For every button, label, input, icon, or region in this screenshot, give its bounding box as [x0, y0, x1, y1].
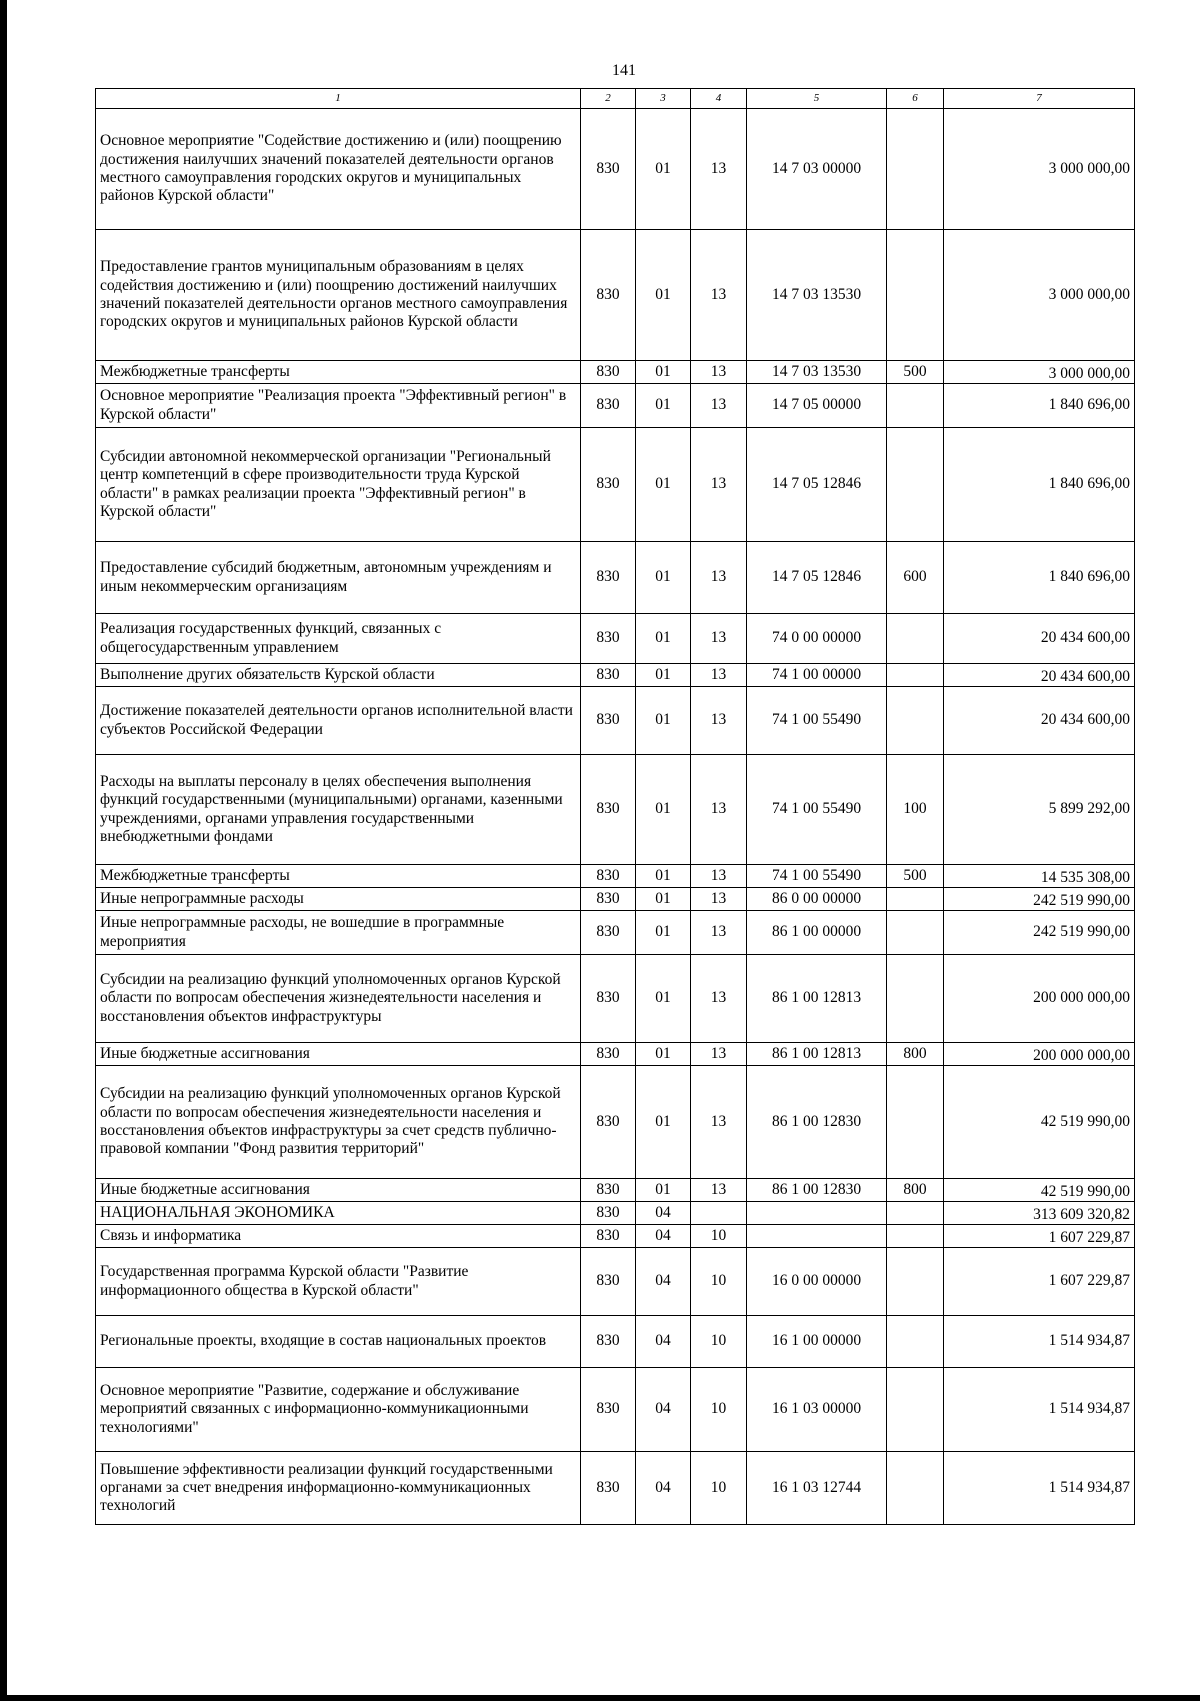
cell-col-5: 74 1 00 55490 — [747, 687, 887, 755]
cell-col-2: 830 — [581, 1316, 636, 1368]
cell-col-4: 13 — [691, 687, 747, 755]
column-header: 4 — [691, 89, 747, 109]
cell-col-5: 86 0 00 00000 — [747, 888, 887, 911]
cell-col-2: 830 — [581, 1452, 636, 1525]
table-body — [96, 109, 1135, 1525]
cell-col-4: 13 — [691, 1066, 747, 1179]
cell-col-5: 74 0 00 00000 — [747, 614, 887, 664]
table-row — [96, 911, 1135, 955]
cell-col-6 — [887, 1452, 944, 1525]
column-header: 1 — [96, 89, 581, 109]
row-name: Реализация государственных функций, связанных с общегосударственным управлением — [96, 614, 581, 664]
column-header: 3 — [636, 89, 691, 109]
cell-amount: 5 899 292,00 — [944, 755, 1135, 865]
cell-amount: 1 514 934,87 — [944, 1368, 1135, 1452]
cell-amount: 1 840 696,00 — [944, 384, 1135, 428]
table-row — [96, 1202, 1135, 1225]
column-header: 6 — [887, 89, 944, 109]
cell-amount: 3 000 000,00 — [944, 109, 1135, 230]
row-name: Иные непрограммные расходы, не вошедшие в программные мероприятия — [96, 911, 581, 955]
cell-col-3: 01 — [636, 1179, 691, 1202]
cell-col-6 — [887, 1225, 944, 1248]
row-name: Достижение показателей деятельности органов исполнительной власти субъектов Российской Федерации — [96, 687, 581, 755]
cell-col-2: 830 — [581, 1248, 636, 1316]
cell-col-3: 01 — [636, 428, 691, 542]
column-header: 2 — [581, 89, 636, 109]
table-row — [96, 888, 1135, 911]
cell-col-4: 13 — [691, 1179, 747, 1202]
row-name: Субсидии на реализацию функций уполномоченных органов Курской области по вопросам обеспечения жизнедеятельности населения и восстановления объектов инфраструктуры — [96, 955, 581, 1043]
cell-col-3: 01 — [636, 384, 691, 428]
table-row — [96, 230, 1135, 361]
cell-col-6 — [887, 664, 944, 687]
table-row — [96, 1043, 1135, 1066]
cell-col-4 — [691, 1202, 747, 1225]
row-name: Межбюджетные трансферты — [96, 361, 581, 384]
cell-col-6 — [887, 1248, 944, 1316]
cell-col-3: 01 — [636, 865, 691, 888]
cell-col-4: 13 — [691, 955, 747, 1043]
row-name: Предоставление субсидий бюджетным, автономным учреждениям и иным некоммерческим организациям — [96, 542, 581, 614]
cell-col-5: 86 1 00 12813 — [747, 1043, 887, 1066]
cell-col-3: 04 — [636, 1452, 691, 1525]
table-row — [96, 664, 1135, 687]
row-name: Межбюджетные трансферты — [96, 865, 581, 888]
table-row — [96, 1225, 1135, 1248]
cell-amount: 1 840 696,00 — [944, 428, 1135, 542]
cell-amount: 1 607 229,87 — [944, 1225, 1135, 1248]
cell-amount: 1 607 229,87 — [944, 1248, 1135, 1316]
cell-col-3: 01 — [636, 109, 691, 230]
cell-col-2: 830 — [581, 865, 636, 888]
cell-col-3: 04 — [636, 1368, 691, 1452]
cell-col-2: 830 — [581, 1043, 636, 1066]
cell-col-5: 86 1 00 12813 — [747, 955, 887, 1043]
cell-col-2: 830 — [581, 687, 636, 755]
cell-col-4: 13 — [691, 755, 747, 865]
row-name: Государственная программа Курской области "Развитие информационного общества в Курской области" — [96, 1248, 581, 1316]
cell-col-6 — [887, 955, 944, 1043]
row-name: НАЦИОНАЛЬНАЯ ЭКОНОМИКА — [96, 1202, 581, 1225]
cell-col-5: 14 7 05 00000 — [747, 384, 887, 428]
column-header: 7 — [944, 89, 1135, 109]
page-number: 141 — [612, 62, 636, 79]
cell-col-4: 10 — [691, 1225, 747, 1248]
cell-col-4: 10 — [691, 1368, 747, 1452]
cell-col-6 — [887, 384, 944, 428]
row-name: Субсидии на реализацию функций уполномоченных органов Курской области по вопросам обеспечения жизнедеятельности населения и восстановления объектов инфраструктуры за счет средств публично-правовой компании "Фонд развития территорий" — [96, 1066, 581, 1179]
cell-col-6: 600 — [887, 542, 944, 614]
cell-col-2: 830 — [581, 1066, 636, 1179]
cell-col-2: 830 — [581, 888, 636, 911]
scan-edge-left — [0, 0, 7, 1701]
cell-amount: 1 514 934,87 — [944, 1316, 1135, 1368]
cell-amount: 242 519 990,00 — [944, 888, 1135, 911]
cell-col-4: 13 — [691, 888, 747, 911]
cell-amount: 200 000 000,00 — [944, 955, 1135, 1043]
cell-col-3: 01 — [636, 664, 691, 687]
cell-col-3: 04 — [636, 1202, 691, 1225]
table-row — [96, 361, 1135, 384]
cell-col-3: 04 — [636, 1316, 691, 1368]
cell-col-6 — [887, 1368, 944, 1452]
cell-amount: 14 535 308,00 — [944, 865, 1135, 888]
cell-col-2: 830 — [581, 755, 636, 865]
cell-col-6: 100 — [887, 755, 944, 865]
table-row — [96, 1248, 1135, 1316]
cell-col-4: 10 — [691, 1316, 747, 1368]
cell-col-5: 14 7 03 13530 — [747, 361, 887, 384]
cell-col-6 — [887, 109, 944, 230]
cell-col-3: 01 — [636, 687, 691, 755]
cell-col-2: 830 — [581, 109, 636, 230]
cell-col-5: 74 1 00 00000 — [747, 664, 887, 687]
cell-col-4: 13 — [691, 911, 747, 955]
cell-col-5: 14 7 05 12846 — [747, 542, 887, 614]
table-row — [96, 755, 1135, 865]
table-row — [96, 109, 1135, 230]
cell-col-5: 16 1 03 12744 — [747, 1452, 887, 1525]
cell-col-3: 04 — [636, 1248, 691, 1316]
cell-col-5: 16 1 00 00000 — [747, 1316, 887, 1368]
cell-col-2: 830 — [581, 911, 636, 955]
row-name: Повышение эффективности реализации функций государственными органами за счет внедрения информационно-коммуникационных технологий — [96, 1452, 581, 1525]
cell-col-6 — [887, 1066, 944, 1179]
cell-col-4: 13 — [691, 614, 747, 664]
cell-col-4: 13 — [691, 109, 747, 230]
cell-col-3: 01 — [636, 1043, 691, 1066]
row-name: Иные бюджетные ассигнования — [96, 1043, 581, 1066]
table-row — [96, 1066, 1135, 1179]
cell-col-2: 830 — [581, 1368, 636, 1452]
cell-col-3: 01 — [636, 755, 691, 865]
row-name: Региональные проекты, входящие в состав национальных проектов — [96, 1316, 581, 1368]
row-name: Иные бюджетные ассигнования — [96, 1179, 581, 1202]
cell-col-3: 01 — [636, 911, 691, 955]
cell-col-2: 830 — [581, 1202, 636, 1225]
row-name: Основное мероприятие "Содействие достижению и (или) поощрению достижения наилучших значений показателей деятельности органов местного самоуправления городских округов и муниципальных районов Курской области" — [96, 109, 581, 230]
cell-col-2: 830 — [581, 614, 636, 664]
column-header: 5 — [747, 89, 887, 109]
cell-col-6 — [887, 428, 944, 542]
cell-amount: 42 519 990,00 — [944, 1179, 1135, 1202]
cell-col-6 — [887, 1202, 944, 1225]
table-row — [96, 1179, 1135, 1202]
row-name: Связь и информатика — [96, 1225, 581, 1248]
row-name: Иные непрограммные расходы — [96, 888, 581, 911]
cell-col-6 — [887, 888, 944, 911]
scan-edge-bottom — [0, 1695, 1200, 1701]
cell-col-2: 830 — [581, 230, 636, 361]
cell-col-2: 830 — [581, 428, 636, 542]
cell-amount: 20 434 600,00 — [944, 614, 1135, 664]
cell-col-3: 01 — [636, 361, 691, 384]
cell-col-3: 01 — [636, 888, 691, 911]
column-header-row — [96, 89, 1135, 109]
cell-col-2: 830 — [581, 384, 636, 428]
cell-col-2: 830 — [581, 955, 636, 1043]
table-row — [96, 955, 1135, 1043]
table-row — [96, 1368, 1135, 1452]
cell-col-6 — [887, 911, 944, 955]
cell-amount: 1 840 696,00 — [944, 542, 1135, 614]
row-name: Выполнение других обязательств Курской области — [96, 664, 581, 687]
cell-col-4: 13 — [691, 542, 747, 614]
cell-col-2: 830 — [581, 1179, 636, 1202]
table-row — [96, 687, 1135, 755]
cell-col-5: 74 1 00 55490 — [747, 755, 887, 865]
cell-amount: 3 000 000,00 — [944, 230, 1135, 361]
cell-col-4: 13 — [691, 361, 747, 384]
table-row — [96, 614, 1135, 664]
cell-amount: 20 434 600,00 — [944, 664, 1135, 687]
table-row — [96, 384, 1135, 428]
cell-col-6: 800 — [887, 1179, 944, 1202]
cell-col-3: 01 — [636, 1066, 691, 1179]
cell-col-4: 13 — [691, 865, 747, 888]
cell-col-5 — [747, 1202, 887, 1225]
cell-col-6: 800 — [887, 1043, 944, 1066]
cell-col-2: 830 — [581, 542, 636, 614]
cell-col-5: 14 7 03 00000 — [747, 109, 887, 230]
cell-col-3: 01 — [636, 230, 691, 361]
table-row — [96, 428, 1135, 542]
cell-col-3: 01 — [636, 542, 691, 614]
cell-col-4: 13 — [691, 664, 747, 687]
table-row — [96, 1452, 1135, 1525]
row-name: Предоставление грантов муниципальным образованиям в целях содействия достижению и (или) поощрению достижений наилучших значений показателей деятельности органов местного самоуправления городских округов и муниципальных районов Курской области — [96, 230, 581, 361]
cell-col-5: 16 0 00 00000 — [747, 1248, 887, 1316]
cell-col-5: 74 1 00 55490 — [747, 865, 887, 888]
cell-col-2: 830 — [581, 361, 636, 384]
cell-amount: 20 434 600,00 — [944, 687, 1135, 755]
cell-col-2: 830 — [581, 1225, 636, 1248]
cell-col-5: 14 7 03 13530 — [747, 230, 887, 361]
cell-col-5: 16 1 03 00000 — [747, 1368, 887, 1452]
cell-amount: 42 519 990,00 — [944, 1066, 1135, 1179]
cell-col-2: 830 — [581, 664, 636, 687]
cell-amount: 242 519 990,00 — [944, 911, 1135, 955]
cell-col-3: 04 — [636, 1225, 691, 1248]
cell-col-5: 86 1 00 12830 — [747, 1179, 887, 1202]
cell-col-6: 500 — [887, 865, 944, 888]
cell-col-6 — [887, 687, 944, 755]
cell-amount: 313 609 320,82 — [944, 1202, 1135, 1225]
table-row — [96, 1316, 1135, 1368]
cell-col-4: 13 — [691, 384, 747, 428]
cell-col-5: 14 7 05 12846 — [747, 428, 887, 542]
cell-col-4: 13 — [691, 1043, 747, 1066]
cell-col-6 — [887, 1316, 944, 1368]
cell-col-5: 86 1 00 00000 — [747, 911, 887, 955]
row-name: Субсидии автономной некоммерческой организации "Региональный центр компетенций в сфере производительности труда Курской области" в рамках реализации проекта "Эффективный регион" в Курской области" — [96, 428, 581, 542]
cell-col-4: 10 — [691, 1248, 747, 1316]
cell-col-4: 10 — [691, 1452, 747, 1525]
cell-col-6: 500 — [887, 361, 944, 384]
cell-col-3: 01 — [636, 955, 691, 1043]
table-row — [96, 865, 1135, 888]
cell-col-4: 13 — [691, 428, 747, 542]
row-name: Основное мероприятие "Развитие, содержание и обслуживание мероприятий связанных с информационно-коммуникационными технологиями" — [96, 1368, 581, 1452]
cell-col-5: 86 1 00 12830 — [747, 1066, 887, 1179]
cell-col-3: 01 — [636, 614, 691, 664]
row-name: Расходы на выплаты персоналу в целях обеспечения выполнения функций государственными (муниципальными) органами, казенными учреждениями, органами управления государственными внебюджетными фондами — [96, 755, 581, 865]
table-row — [96, 542, 1135, 614]
row-name: Основное мероприятие "Реализация проекта "Эффективный регион" в Курской области" — [96, 384, 581, 428]
cell-col-6 — [887, 614, 944, 664]
cell-col-4: 13 — [691, 230, 747, 361]
cell-col-6 — [887, 230, 944, 361]
budget-table — [95, 88, 1135, 1525]
cell-amount: 3 000 000,00 — [944, 361, 1135, 384]
cell-amount: 1 514 934,87 — [944, 1452, 1135, 1525]
cell-amount: 200 000 000,00 — [944, 1043, 1135, 1066]
cell-col-5 — [747, 1225, 887, 1248]
